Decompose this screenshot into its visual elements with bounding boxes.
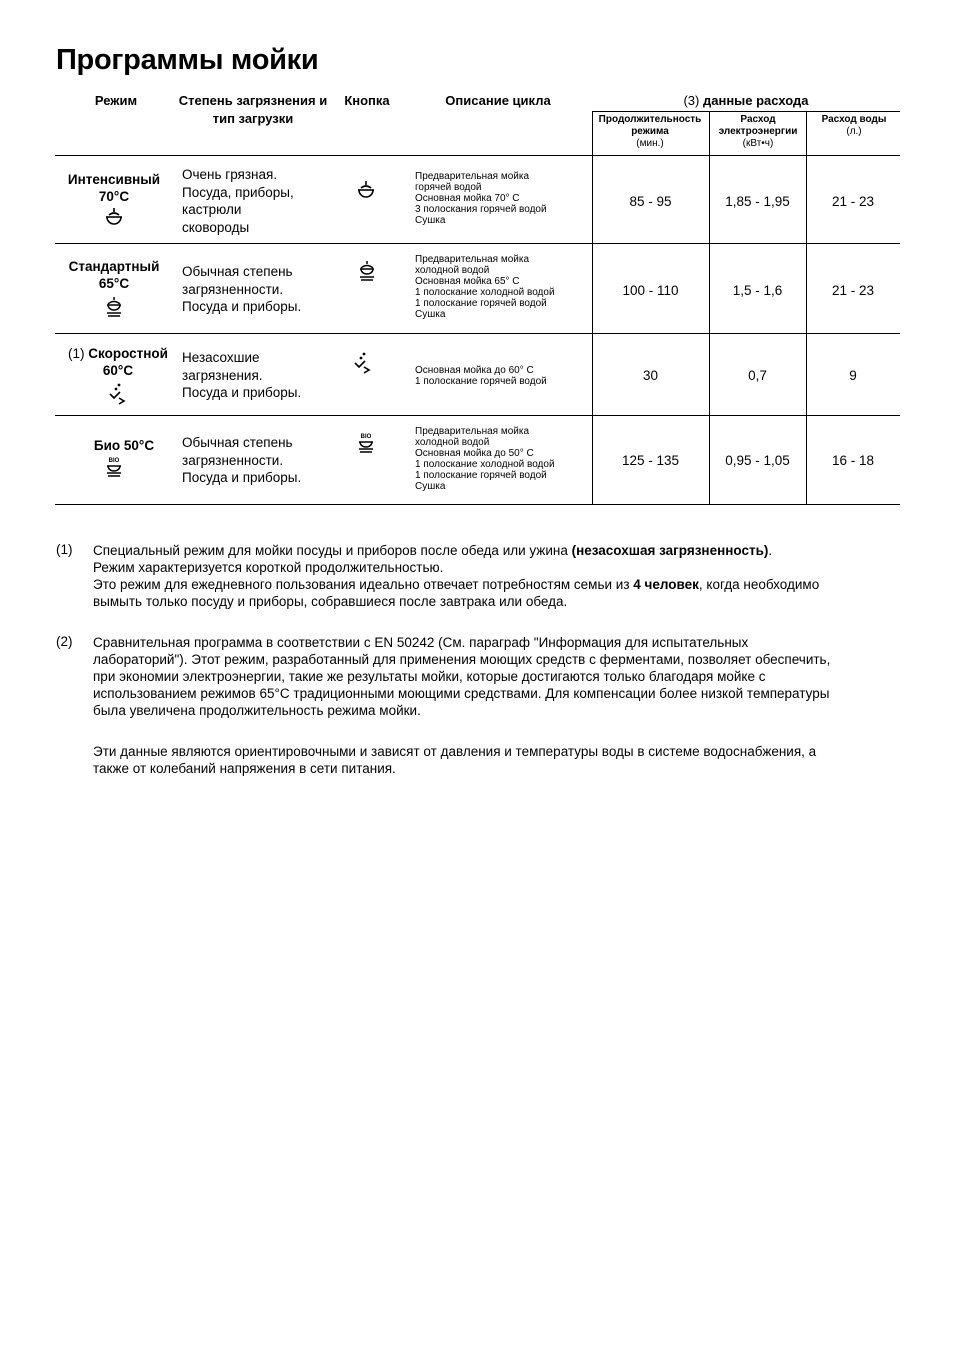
mode-name: Био 50°C	[93, 438, 155, 453]
footnote-text: Это режим для ежедневного пользования идеально отвечает потребностям семьи из	[93, 577, 634, 592]
subheader-water	[820, 114, 888, 138]
divider	[709, 111, 710, 504]
footnote-emphasis: (незасохшая загрязненность)	[571, 543, 769, 558]
footnote-line: при экономии электроэнергии, такие же результаты мойки, которые достигаются только благодаря мойке с	[93, 669, 766, 684]
degree-line: загрязнения.	[182, 367, 263, 383]
degree-line: Посуда и приборы.	[182, 385, 302, 400]
divider	[55, 415, 900, 416]
mode-name: Стандартный	[68, 259, 160, 274]
subheader-energy	[712, 114, 804, 150]
desc-line: 1 полоскание горячей водой	[415, 470, 547, 481]
desc-line: Предварительная мойка	[415, 254, 530, 265]
desc-line: Основная мойка до 50° C	[415, 448, 534, 459]
footnote-1-number: (1)	[56, 542, 73, 557]
mode-temperature: 70°C	[98, 189, 130, 204]
footnote-line: лабораторий"). Этот режим, разработанный для применения моющих средств с ферментами, позволяет обеспечить,	[93, 652, 831, 667]
footnote-line: Эти данные являются ориентировочными и зависят от давления и температуры воды в системе водоснабжения, а	[93, 744, 817, 759]
degree-quick	[182, 349, 332, 402]
desc-line: Сушка	[415, 481, 446, 492]
duration-value: 30	[642, 368, 659, 383]
footnote-line: использованием режимов 65°C традиционными моющими средствами. Для компенсации более низкой температуры	[93, 686, 830, 701]
desc-line: горячей водой	[415, 182, 482, 193]
degree-line: сковороды	[182, 219, 250, 235]
subheader-water-label: Расход воды	[821, 114, 887, 125]
footnote-line	[93, 576, 893, 593]
desc-line: 1 полоскание горячей водой	[415, 376, 547, 387]
water-value: 21 - 23	[831, 283, 875, 298]
footnote-3	[93, 743, 893, 777]
desc-line: Сушка	[415, 309, 446, 320]
header-degree: Степень загрязнения и тип загрузки	[178, 93, 328, 126]
subheader-duration-label: Продолжительность режима	[598, 114, 702, 137]
footnote-text: , когда необходимо	[698, 577, 820, 592]
bio-dishes-icon	[356, 432, 376, 456]
duration-value: 85 - 95	[629, 194, 672, 209]
desc-line: Сушка	[415, 215, 446, 226]
degree-line: Посуда и приборы.	[182, 470, 302, 485]
pot-icon	[104, 207, 124, 229]
desc-line: 1 полоскание горячей водой	[415, 298, 547, 309]
footnote-line: также от колебаний напряжения в сети питания.	[93, 761, 396, 776]
degree-line: Очень грязная.	[182, 167, 278, 182]
degree-line: Обычная степень	[182, 264, 293, 279]
dishes-stack-icon	[104, 296, 124, 320]
header-consumption-ref: (3)	[683, 93, 700, 108]
bio-dishes-icon	[104, 456, 124, 480]
divider	[55, 243, 900, 244]
footnote-emphasis: 4 человек	[633, 577, 699, 592]
degree-line: Посуда, приборы,	[182, 184, 294, 200]
divider	[55, 155, 900, 156]
mode-intensive	[62, 171, 166, 205]
header-description: Описание цикла	[445, 93, 551, 108]
duration-value: 100 - 110	[622, 283, 679, 298]
energy-value: 0,7	[748, 368, 767, 383]
footnote-line: Режим характеризуется короткой продолжительностью.	[93, 560, 444, 575]
header-button: Кнопка	[344, 93, 390, 108]
water-value: 21 - 23	[831, 194, 875, 209]
desc-line: Предварительная мойка	[415, 171, 530, 182]
degree-bio	[182, 434, 332, 487]
degree-line: загрязненности.	[182, 452, 284, 468]
subheader-energy-unit: (кВт•ч)	[742, 138, 774, 149]
desc-line: Предварительная мойка	[415, 426, 530, 437]
degree-line: Обычная степень	[182, 435, 293, 450]
footnote-line: вымыть только посуду и приборы, собравшиеся после завтрака или обеда.	[93, 594, 568, 609]
water-value: 16 - 18	[831, 453, 875, 468]
footnote-text: Специальный режим для мойки посуды и приборов после обеда или ужина	[93, 543, 572, 558]
degree-line: Незасохшие	[182, 350, 260, 365]
desc-line: холодной водой	[415, 265, 490, 276]
bio-label: BIO	[360, 434, 372, 440]
divider	[55, 504, 900, 505]
footnote-line: Сравнительная программа в соответствии с EN 50242 (См. параграф "Информация для испытательных	[93, 635, 749, 650]
page-title: Программы мойки	[56, 44, 319, 76]
desc-line: Основная мойка до 60° C	[415, 365, 534, 376]
desc-bio	[415, 426, 595, 492]
header-consumption	[592, 92, 900, 110]
pot-icon	[355, 180, 377, 202]
desc-line: 1 полоскание холодной водой	[415, 459, 555, 470]
mode-quick	[62, 345, 174, 379]
mode-bio	[72, 437, 176, 454]
desc-standard	[415, 254, 595, 320]
degree-intensive	[182, 166, 332, 236]
divider	[592, 111, 900, 112]
degree-line: кастрюли	[182, 202, 242, 217]
energy-value: 0,95 - 1,05	[725, 453, 790, 468]
desc-line: 3 полоскания горячей водой	[415, 204, 547, 215]
footnote-line: была увеличена продолжительность режима мойки.	[93, 703, 421, 718]
footnote-2-number: (2)	[56, 634, 73, 649]
quick-wash-icon	[353, 351, 373, 375]
footnote-text: .	[768, 543, 773, 558]
desc-line: Основная мойка 65° C	[415, 276, 520, 287]
degree-standard	[182, 263, 332, 316]
degree-line: загрязненности.	[182, 281, 284, 297]
footnote-2	[93, 634, 893, 719]
water-value: 9	[849, 368, 857, 383]
desc-line: Основная мойка 70° C	[415, 193, 520, 204]
subheader-duration-unit: (мин.)	[636, 138, 664, 149]
footnote-line	[93, 542, 893, 559]
subheader-duration	[592, 114, 708, 150]
footnote-ref: (1)	[68, 346, 85, 361]
quick-wash-icon	[108, 382, 128, 406]
bio-label: BIO	[108, 458, 120, 464]
mode-temperature: 60°C	[102, 363, 134, 378]
desc-line: 1 полоскание холодной водой	[415, 287, 555, 298]
energy-value: 1,5 - 1,6	[732, 283, 783, 298]
mode-name: Интенсивный	[67, 172, 161, 187]
header-consumption-label: данные расхода	[702, 93, 809, 108]
energy-value: 1,85 - 1,95	[725, 194, 790, 209]
mode-temperature: 65°C	[98, 276, 130, 291]
footnote-1	[93, 542, 893, 610]
subheader-energy-label: Расход электроэнергии	[718, 114, 798, 137]
header-mode: Режим	[94, 93, 138, 108]
desc-intensive	[415, 171, 595, 226]
degree-line: Посуда и приборы.	[182, 299, 302, 314]
subheader-water-unit: (л.)	[846, 126, 862, 137]
divider	[806, 111, 807, 504]
desc-line: холодной водой	[415, 437, 490, 448]
divider	[55, 333, 900, 334]
mode-standard	[62, 258, 166, 292]
desc-quick	[415, 365, 595, 387]
duration-value: 125 - 135	[621, 453, 680, 468]
mode-name: Скоростной	[88, 346, 168, 361]
dishes-stack-icon	[357, 260, 377, 284]
